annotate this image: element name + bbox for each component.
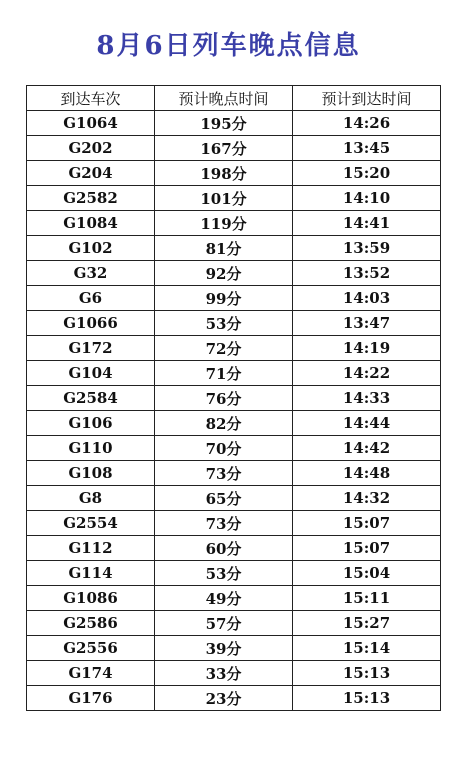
table-row — [27, 136, 441, 161]
cell-train-number: G112 — [27, 536, 155, 561]
header-expected-delay: 预计晚点时间 — [155, 86, 293, 111]
cell-expected-arrival: 14:44 — [293, 411, 441, 436]
table-row — [27, 161, 441, 186]
table-row — [27, 261, 441, 286]
cell-expected-arrival: 14:10 — [293, 186, 441, 211]
cell-expected-arrival: 13:45 — [293, 136, 441, 161]
cell-expected-arrival: 13:52 — [293, 261, 441, 286]
cell-train-number: G1066 — [27, 311, 155, 336]
cell-expected-delay: 101分 — [155, 186, 293, 211]
table-row — [27, 186, 441, 211]
cell-expected-arrival: 14:48 — [293, 461, 441, 486]
cell-train-number: G204 — [27, 161, 155, 186]
cell-expected-delay: 167分 — [155, 136, 293, 161]
cell-expected-arrival: 15:13 — [293, 661, 441, 686]
cell-expected-delay: 195分 — [155, 111, 293, 136]
cell-expected-arrival: 14:03 — [293, 286, 441, 311]
cell-expected-delay: 73分 — [155, 461, 293, 486]
cell-train-number: G176 — [27, 686, 155, 711]
cell-expected-delay: 73分 — [155, 511, 293, 536]
cell-train-number: G6 — [27, 286, 155, 311]
cell-train-number: G1084 — [27, 211, 155, 236]
table-row — [27, 111, 441, 136]
cell-train-number: G110 — [27, 436, 155, 461]
cell-expected-delay: 70分 — [155, 436, 293, 461]
table-row — [27, 536, 441, 561]
cell-expected-arrival: 14:33 — [293, 386, 441, 411]
cell-expected-arrival: 15:20 — [293, 161, 441, 186]
cell-train-number: G2554 — [27, 511, 155, 536]
cell-expected-delay: 53分 — [155, 561, 293, 586]
cell-expected-arrival: 15:14 — [293, 636, 441, 661]
table-row — [27, 336, 441, 361]
header-expected-arrival: 预计到达时间 — [293, 86, 441, 111]
cell-train-number: G174 — [27, 661, 155, 686]
cell-expected-arrival: 14:42 — [293, 436, 441, 461]
cell-train-number: G108 — [27, 461, 155, 486]
cell-expected-delay: 71分 — [155, 361, 293, 386]
cell-expected-delay: 92分 — [155, 261, 293, 286]
cell-expected-arrival: 14:22 — [293, 361, 441, 386]
cell-expected-arrival: 15:07 — [293, 536, 441, 561]
cell-train-number: G2556 — [27, 636, 155, 661]
cell-expected-delay: 49分 — [155, 586, 293, 611]
table-row — [27, 636, 441, 661]
cell-expected-arrival: 13:59 — [293, 236, 441, 261]
cell-expected-delay: 72分 — [155, 336, 293, 361]
header-row — [27, 86, 441, 111]
delay-table — [26, 85, 441, 711]
cell-expected-delay: 33分 — [155, 661, 293, 686]
table-row — [27, 386, 441, 411]
table-row — [27, 661, 441, 686]
cell-expected-delay: 57分 — [155, 611, 293, 636]
table-row — [27, 361, 441, 386]
cell-expected-arrival: 13:47 — [293, 311, 441, 336]
cell-expected-arrival: 15:27 — [293, 611, 441, 636]
table-row — [27, 586, 441, 611]
cell-expected-delay: 82分 — [155, 411, 293, 436]
cell-expected-arrival: 14:19 — [293, 336, 441, 361]
cell-train-number: G104 — [27, 361, 155, 386]
cell-expected-arrival: 14:32 — [293, 486, 441, 511]
table-row — [27, 611, 441, 636]
cell-expected-delay: 99分 — [155, 286, 293, 311]
table-header — [27, 86, 441, 111]
cell-expected-delay: 60分 — [155, 536, 293, 561]
table-row — [27, 511, 441, 536]
cell-expected-delay: 76分 — [155, 386, 293, 411]
page-title: 8月6日列车晚点信息 — [96, 31, 361, 61]
cell-train-number: G1064 — [27, 111, 155, 136]
table-row — [27, 686, 441, 711]
cell-expected-delay: 65分 — [155, 486, 293, 511]
cell-train-number: G2586 — [27, 611, 155, 636]
table-body — [27, 111, 441, 711]
cell-expected-arrival: 15:11 — [293, 586, 441, 611]
table-row — [27, 411, 441, 436]
cell-expected-delay: 119分 — [155, 211, 293, 236]
cell-train-number: G32 — [27, 261, 155, 286]
cell-expected-arrival: 15:07 — [293, 511, 441, 536]
table-row — [27, 436, 441, 461]
cell-train-number: G106 — [27, 411, 155, 436]
table-row — [27, 211, 441, 236]
cell-train-number: G2584 — [27, 386, 155, 411]
table-row — [27, 286, 441, 311]
cell-expected-delay: 198分 — [155, 161, 293, 186]
cell-train-number: G202 — [27, 136, 155, 161]
table-row — [27, 486, 441, 511]
header-train-number: 到达车次 — [27, 86, 155, 111]
cell-expected-delay: 39分 — [155, 636, 293, 661]
table-row — [27, 311, 441, 336]
cell-expected-delay: 23分 — [155, 686, 293, 711]
cell-train-number: G172 — [27, 336, 155, 361]
table-row — [27, 236, 441, 261]
table-row — [27, 461, 441, 486]
cell-train-number: G2582 — [27, 186, 155, 211]
cell-train-number: G8 — [27, 486, 155, 511]
table-row — [27, 561, 441, 586]
cell-expected-arrival: 14:26 — [293, 111, 441, 136]
cell-train-number: G102 — [27, 236, 155, 261]
cell-expected-delay: 53分 — [155, 311, 293, 336]
cell-train-number: G114 — [27, 561, 155, 586]
cell-expected-arrival: 14:41 — [293, 211, 441, 236]
cell-expected-arrival: 15:04 — [293, 561, 441, 586]
cell-train-number: G1086 — [27, 586, 155, 611]
cell-expected-arrival: 15:13 — [293, 686, 441, 711]
cell-expected-delay: 81分 — [155, 236, 293, 261]
